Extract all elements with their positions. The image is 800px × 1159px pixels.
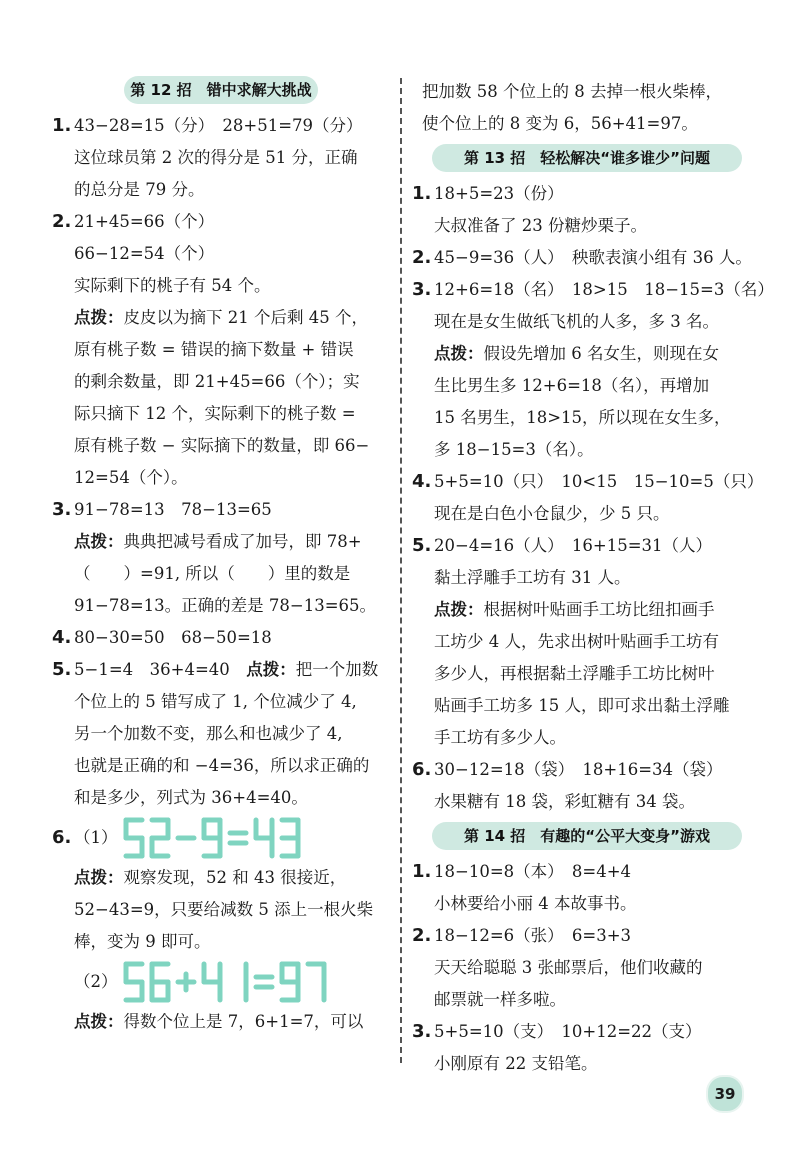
hint-line (74, 526, 390, 558)
answer-line: 18−10=8（本） 8=4+4 (434, 862, 632, 881)
hint-text: 假设先增加 6 名女生，则现在女 (483, 344, 719, 363)
answer-line: 20−4=16（人） 16+15=31（人） (434, 536, 713, 555)
answer-line: 的总分是 79 分。 (74, 180, 205, 199)
hint-text: 52−43=9，只要给减数 5 添上一根火柴 (74, 900, 374, 919)
hint-line (74, 302, 390, 334)
answer-line: 小刚原有 22 支铅笔。 (434, 1054, 598, 1073)
hint-line (434, 594, 752, 626)
answer-item (52, 110, 390, 206)
answer-item (412, 242, 752, 274)
answer-item (52, 814, 390, 1038)
hint-label: 点拨： (74, 532, 124, 551)
hint-label: 点拨： (74, 868, 124, 887)
sub-label: （2） (74, 972, 118, 991)
answer-line: 80−30=50 68−50=18 (74, 628, 272, 647)
hint-line (74, 1006, 390, 1038)
answer-item (412, 856, 752, 920)
answer-line: 43−28=15（分） 28+51=79（分） (74, 116, 363, 135)
item-number: 5. (412, 535, 432, 556)
answer-item (412, 178, 752, 242)
answer-line: 91−78=13 78−13=65 (74, 500, 272, 519)
section-14-banner: 第 14 招 有趣的“公平大变身”游戏 (432, 822, 742, 850)
item-number: 2. (52, 211, 72, 232)
hint-text: 个位上的 5 错写成了 1, 个位减少了 4, (74, 692, 357, 711)
item-number: 6. (412, 759, 432, 780)
answer-line: 小林要给小丽 4 本故事书。 (434, 894, 637, 913)
hint-text: 贴画手工坊多 15 人，即可求出黏土浮雕 (434, 696, 730, 715)
answer-item (412, 920, 752, 1016)
answer-item (412, 274, 774, 466)
hint-label: 点拨： (434, 600, 484, 619)
matchstick-equation-1 (74, 814, 390, 862)
answer-line: 18−12=6（张） 6=3+3 (434, 926, 632, 945)
right-column (412, 76, 774, 1080)
answer-line: 现在是女生做纸飞机的人多，多 3 名。 (434, 312, 719, 331)
item-number: 4. (52, 627, 72, 648)
hint-text: 得数个位上是 7，6+1=7，可以 (123, 1012, 364, 1031)
hint-label: 点拨： (434, 344, 484, 363)
answer-line: 水果糖有 18 袋，彩虹糖有 34 袋。 (434, 792, 695, 811)
hint-text: 也就是正确的和 −4=36，所以求正确的 (74, 756, 370, 775)
answer-line: 大叔准备了 23 份糖炒栗子。 (434, 216, 647, 235)
answer-line: 45−9=36（人） 秧歌表演小组有 36 人。 (434, 248, 752, 267)
answer-item (52, 622, 390, 654)
hint-text: 生比男生多 12+6=18（名），再增加 (434, 376, 710, 395)
hint-text: 使个位上的 8 变为 6，56+41=97。 (422, 114, 698, 133)
hint-text: 际只摘下 12 个，实际剩下的桃子数 = (74, 404, 356, 423)
answer-item (52, 494, 390, 622)
hint-text: 多少人，再根据黏土浮雕手工坊比树叶 (434, 664, 715, 683)
item-number: 2. (412, 925, 432, 946)
item-number: 2. (412, 247, 432, 268)
answer-line: 邮票就一样多啦。 (434, 990, 566, 1009)
hint-text: 根据树叶贴画手工坊比纽扣画手 (483, 600, 715, 619)
hint-text: 把加数 58 个位上的 8 去掉一根火柴棒， (422, 82, 722, 101)
section-13-banner: 第 13 招 轻松解决“谁多谁少”问题 (432, 144, 742, 172)
answer-item (412, 754, 752, 818)
page-number-badge: 39 (706, 1075, 744, 1113)
answer-line: 30−12=18（袋） 18+16=34（袋） (434, 760, 723, 779)
hint-text: 另一个加数不变，那么和也减少了 4, (74, 724, 343, 743)
answer-line: 18+5=23（份） (434, 184, 564, 203)
hint-text: 棒，变为 9 即可。 (74, 932, 211, 951)
item-number: 1. (412, 183, 432, 204)
hint-text: 观察发现，52 和 43 很接近， (123, 868, 347, 887)
item-number: 5. (52, 659, 72, 680)
continued-text (412, 76, 752, 140)
hint-text: 原有桃子数 − 实际摘下的数量，即 66− (74, 436, 370, 455)
hint-text: 手工坊有多少人。 (434, 728, 566, 747)
hint-line (74, 862, 390, 894)
sub-label: （1） (74, 828, 118, 847)
hint-line (434, 338, 752, 370)
hint-text: 和是多少，列式为 36+4=40。 (74, 788, 308, 807)
answer-line (74, 654, 390, 686)
section-12-banner: 第 12 招 错中求解大挑战 (124, 76, 318, 104)
hint-text: 15 名男生，18>15，所以现在女生多， (434, 408, 731, 427)
hint-text: 的剩余数量，即 21+45=66（个）；实 (74, 372, 360, 391)
item-number: 3. (412, 279, 432, 300)
hint-text: 12=54（个）。 (74, 468, 188, 487)
answer-item (52, 206, 390, 494)
answer-line: 这位球员第 2 次的得分是 51 分，正确 (74, 148, 358, 167)
hint-text: 多 18−15=3（名）。 (434, 440, 594, 459)
answer-line: 5+5=10（支） 10+12=22（支） (434, 1022, 702, 1041)
hint-label: 点拨： (74, 308, 124, 327)
answer-line: 12+6=18（名） 18>15 18−15=3（名） (434, 280, 774, 299)
hint-text: 典典把减号看成了加号，即 78+ (123, 532, 362, 551)
answer-item (412, 530, 752, 754)
column-divider (400, 78, 402, 1063)
answer-line: 21+45=66（个） (74, 212, 215, 231)
matchstick-figure-2 (122, 960, 352, 1004)
item-number: 4. (412, 471, 432, 492)
item-number: 6. (52, 827, 72, 848)
answer-item (412, 466, 764, 530)
hint-text: 把一个加数 (295, 660, 379, 679)
answer-item (412, 1016, 752, 1080)
item-number: 3. (412, 1021, 432, 1042)
answer-line: 实际剩下的桃子有 54 个。 (74, 276, 271, 295)
answer-line: 66−12=54（个） (74, 244, 215, 263)
hint-text: 原有桃子数 = 错误的摘下数量 + 错误 (74, 340, 354, 359)
hint-text: 91−78=13。正确的差是 78−13=65。 (74, 596, 377, 615)
item-number: 1. (52, 115, 72, 136)
answer-line: 5+5=10（只） 10<15 15−10=5（只） (434, 472, 764, 491)
answer-line: 天天给聪聪 3 张邮票后，他们收藏的 (434, 958, 703, 977)
item-number: 1. (412, 861, 432, 882)
answer-line: 黏土浮雕手工坊有 31 人。 (434, 568, 631, 587)
item-number: 3. (52, 499, 72, 520)
answer-item (52, 654, 390, 814)
hint-label: 点拨： (74, 1012, 124, 1031)
hint-label: 点拨： (246, 660, 296, 679)
hint-text: （ ）=91, 所以（ ）里的数是 (74, 564, 351, 583)
matchstick-equation-2 (74, 958, 390, 1006)
answer-text: 5−1=4 36+4=40 (74, 660, 247, 679)
answer-line: 现在是白色小仓鼠少，少 5 只。 (434, 504, 670, 523)
hint-text: 皮皮以为摘下 21 个后剩 45 个， (123, 308, 368, 327)
left-column (52, 76, 390, 1038)
hint-text: 工坊少 4 人，先求出树叶贴画手工坊有 (434, 632, 719, 651)
matchstick-figure-1 (122, 816, 352, 860)
